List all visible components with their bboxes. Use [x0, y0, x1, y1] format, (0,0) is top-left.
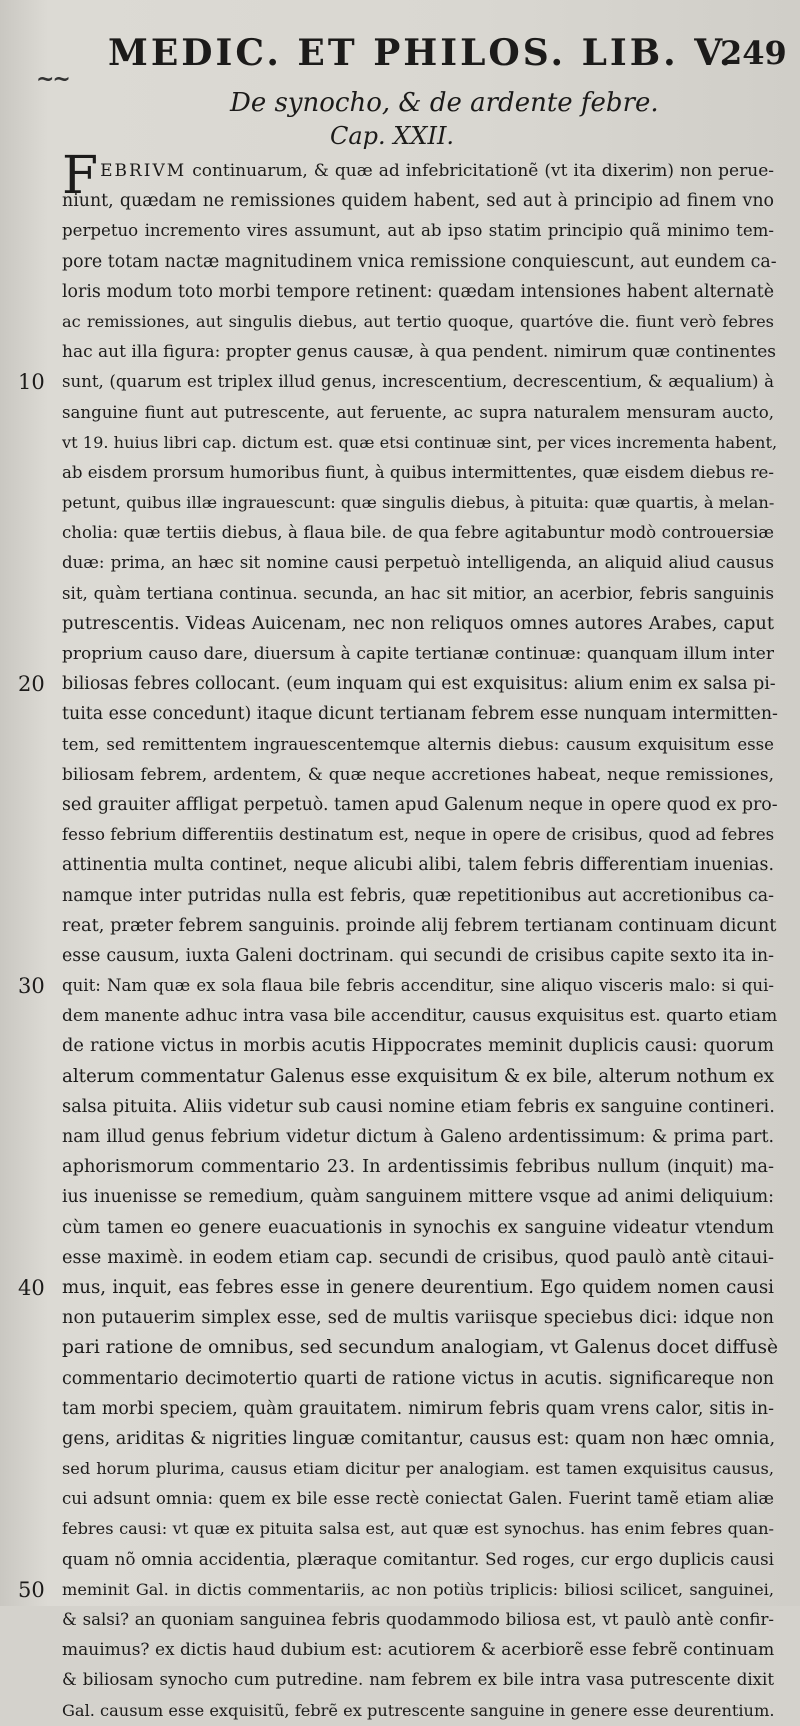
text-line [18, 1575, 774, 1605]
line-text: sit, quàm tertiana continua. secunda, an hac sit mitior, an acerbior, febris sanguinis [62, 583, 774, 603]
text-line [18, 367, 774, 397]
line-text: ab eisdem prorsum humoribus fiunt, à quibus intermittentes, quæ eisdem diebus re- [62, 462, 774, 482]
line-text: non putauerim simplex esse, sed de multis variisque speciebus dici: idque non [62, 1307, 774, 1329]
running-head: MEDIC. ET PHILOS. LIB. V. [108, 32, 735, 74]
line-text: febres causi: vt quæ ex pituita salsa est, aut quæ est synochus. has enim febres quan- [62, 1519, 774, 1539]
line-text: gens, ariditas & nigrities linguæ comitantur, causus est: quam non hæc omnia, [62, 1427, 776, 1449]
text-line [62, 277, 774, 307]
text-line [62, 1635, 774, 1665]
line-text: hac aut illa figura: propter genus causæ, à qua pendent. nimirum quæ continentes [62, 342, 777, 363]
line-text: & salsi? an quoniam sanguinea febris quodammodo biliosa est, vt paulò antè confir- [62, 1610, 774, 1629]
text-line [62, 428, 778, 458]
text-line [62, 579, 774, 609]
text-line [62, 730, 774, 760]
text-line [18, 1273, 774, 1303]
text-line [62, 1001, 778, 1031]
line-text: ius inuenisse se remedium, quàm sanguinem mittere vsque ad animi deliquium: [62, 1187, 774, 1208]
line-text: dem manente adhuc intra vasa bile accenditur, causus exquisitus est. quarto etiam [62, 1006, 778, 1027]
line-text: duæ: prima, an hæc sit nomine causi perpetuò intelligenda, an aliquid aliud causus [62, 553, 774, 573]
page-header [0, 22, 800, 82]
text-line [62, 518, 774, 548]
text-line [62, 1303, 774, 1333]
text-line [62, 1152, 774, 1182]
text-line [62, 790, 778, 820]
line-text: sed horum plurima, causus etiam dicitur per analogiam. est tamen exquisitus causus, [62, 1459, 774, 1479]
line-text: fesso febrium differentiis destinatum est, neque in opere de crisibus, quod ad febres [62, 825, 775, 845]
line-text: cholia: quæ tertiis diebus, à flaua bile. de qua febre agitabuntur modò controuersiæ [62, 523, 774, 543]
text-line [62, 488, 774, 518]
text-line [62, 1696, 774, 1726]
text-line [62, 881, 774, 911]
line-text: loris modum toto morbi tempore retinent: quædam intensiones habent alternatè [62, 281, 774, 302]
line-text: tem, sed remittentem ingrauescentemque alternis diebus: causum exquisitum esse [62, 734, 774, 754]
chapter-number: Cap. XXII. [330, 122, 455, 150]
chapter-title: De synocho, & de ardente febre. [230, 88, 659, 118]
text-line [62, 1394, 774, 1424]
text-line [62, 307, 774, 337]
line-number: 40 [18, 1275, 45, 1300]
text-line [62, 699, 778, 729]
text-line [62, 247, 777, 277]
line-text: quam nõ omnia accidentia, plæraque comitantur. Sed roges, cur ergo duplicis causi [62, 1549, 774, 1569]
line-number: 30 [18, 974, 45, 999]
line-text: esse maximè. in eodem etiam cap. secundi de crisibus, quod paulò antè citaui- [62, 1246, 774, 1268]
line-text: aphorismorum commentario 23. In ardentissimis febribus nullum (inquit) ma- [62, 1156, 774, 1178]
line-text: vt 19. huius libri cap. dictum est. quæ etsi continuæ sint, per vices incrementa habent, [62, 432, 778, 452]
line-text: mauimus? ex dictis haud dubium est: acutiorem & acerbiorẽ esse febrẽ continuam [62, 1640, 775, 1661]
line-number: 50 [18, 1577, 45, 1602]
text-line [62, 1364, 774, 1394]
line-text: sed grauiter affligat perpetuò. tamen apud Galenum neque in opere quod ex pro- [62, 794, 778, 815]
text-line [62, 1031, 774, 1061]
text-line [62, 1514, 774, 1544]
line-text: quit: Nam quæ ex sola flaua bile febris accenditur, sine aliquo visceris malo: si qui- [62, 976, 774, 996]
text-line [62, 458, 774, 488]
line-text: namque inter putridas nulla est febris, quæ repetitionibus aut accretionibus ca- [62, 885, 774, 906]
line-text: pore totam nactæ magnitudinem vnica remissione conquiescunt, aut eundem ca- [62, 251, 777, 272]
line-text: petunt, quibus illæ ingrauescunt: quæ singulis diebus, à pituita: quæ quartis, à melan- [62, 493, 775, 513]
line-text: pari ratione de omnibus, sed secundum analogiam, vt Galenus docet diffusè [62, 1337, 779, 1359]
text-line [62, 850, 774, 880]
line-text: continuarum, & quæ ad infebricitationẽ (vt ita dixerim) non perue- [186, 161, 774, 181]
text-line [62, 1213, 774, 1243]
text-line [62, 337, 777, 367]
text-line [18, 669, 776, 699]
line-text: reat, præter febrem sanguinis. proinde alij febrem tertianam continuam dicunt [62, 914, 777, 936]
text-line [62, 911, 777, 941]
text-line [62, 941, 774, 971]
line-text: salsa pituita. Aliis videtur sub causi nomine etiam febris ex sanguine contineri. [62, 1095, 775, 1117]
ornament-mark: ~~ [36, 66, 69, 92]
text-line [62, 1545, 774, 1575]
line-text: biliosas febres collocant. (eum inquam qui est exquisitus: alium enim ex salsa pi- [62, 674, 776, 695]
line-number: 20 [18, 672, 45, 697]
line-text: & biliosam synocho cum putredine. nam febrem ex bile intra vasa putrescente dixit [62, 1670, 774, 1690]
line-text: tam morbi speciem, quàm grauitatem. nimirum febris quam vrens calor, sitis in- [62, 1398, 774, 1419]
line-text: de ratione victus in morbis acutis Hippocrates meminit duplicis causi: quorum [62, 1035, 774, 1057]
text-line [62, 760, 774, 790]
text-line [62, 186, 774, 216]
line-text: alterum commentatur Galenus esse exquisitum & ex bile, alterum nothum ex [62, 1065, 774, 1087]
text-line [62, 639, 774, 669]
text-line [62, 216, 774, 246]
text-line [18, 971, 774, 1001]
text-line [62, 548, 774, 578]
text-line [62, 1243, 774, 1273]
line-text: cùm tamen eo genere euacuationis in synochis ex sanguine videatur vtendum [62, 1216, 774, 1238]
line-number: 10 [18, 370, 45, 395]
first-word: EBRIVM [100, 161, 187, 181]
text-line [62, 1665, 774, 1695]
text-line [62, 1424, 774, 1454]
line-text: meminit Gal. in dictis commentariis, ac non potiùs triplicis: biliosi scilicet, sanguinei, [62, 1579, 774, 1599]
line-text: mus, inquit, eas febres esse in genere deurentium. Ego quidem nomen causi [62, 1276, 774, 1298]
line-text: putrescentis. Videas Auicenam, nec non reliquos omnes autores Arabes, caput [62, 612, 774, 634]
text-line [62, 398, 774, 428]
line-text: commentario decimotertio quarti de ratione victus in acutis. significareque non [62, 1368, 774, 1389]
text-line [62, 1062, 774, 1092]
line-text: perpetuo incremento vires assumunt, aut ab ipso statim principio quã minimo tem- [62, 221, 774, 241]
line-text: niunt, quædam ne remissiones quidem habent, sed aut à principio ad finem vno [62, 191, 774, 212]
text-line [62, 1122, 774, 1152]
text-line [62, 820, 774, 850]
body-text [18, 146, 779, 1726]
line-text: esse causum, iuxta Galeni doctrinam. qui secundi de crisibus capite sexto ita in- [62, 945, 774, 966]
text-line [62, 1605, 774, 1635]
text-line [62, 609, 774, 639]
line-text: attinentia multa continet, neque alicubi alibi, talem febris differentiam inuenias. [62, 855, 774, 876]
text-line [62, 1092, 774, 1122]
line-text: Gal. causum esse exquisitũ, febrẽ ex putrescente sanguine in genere esse deurentium. [62, 1700, 775, 1720]
drop-cap: F [62, 146, 99, 206]
text-line [62, 1484, 774, 1514]
line-text: cui adsunt omnia: quem ex bile esse rectè coniectat Galen. Fuerint tamẽ etiam aliæ [62, 1489, 774, 1509]
text-line [62, 1333, 779, 1363]
text-line [62, 1182, 774, 1212]
line-text: tuita esse concedunt) itaque dicunt tertianam febrem esse nunquam intermitten- [62, 704, 778, 725]
line-text: sanguine fiunt aut putrescente, aut feruente, ac supra naturalem mensuram aucto, [62, 402, 774, 422]
line-text: proprium causo dare, diuersum à capite tertianæ continuæ: quanquam illum inter [62, 644, 774, 664]
line-text: sunt, (quarum est triplex illud genus, increscentium, decrescentium, & æqualium) à [62, 372, 774, 392]
line-text: ac remissiones, aut singulis diebus, aut tertio quoque, quartóve die. fiunt verò febres [62, 311, 774, 331]
text-line [62, 1454, 774, 1484]
line-text: nam illud genus febrium videtur dictum à Galeno ardentissimum: & prima part. [62, 1127, 774, 1147]
page-number: 249 [720, 34, 787, 72]
line-text: biliosam febrem, ardentem, & quæ neque accretiones habeat, neque remissiones, [62, 764, 774, 785]
